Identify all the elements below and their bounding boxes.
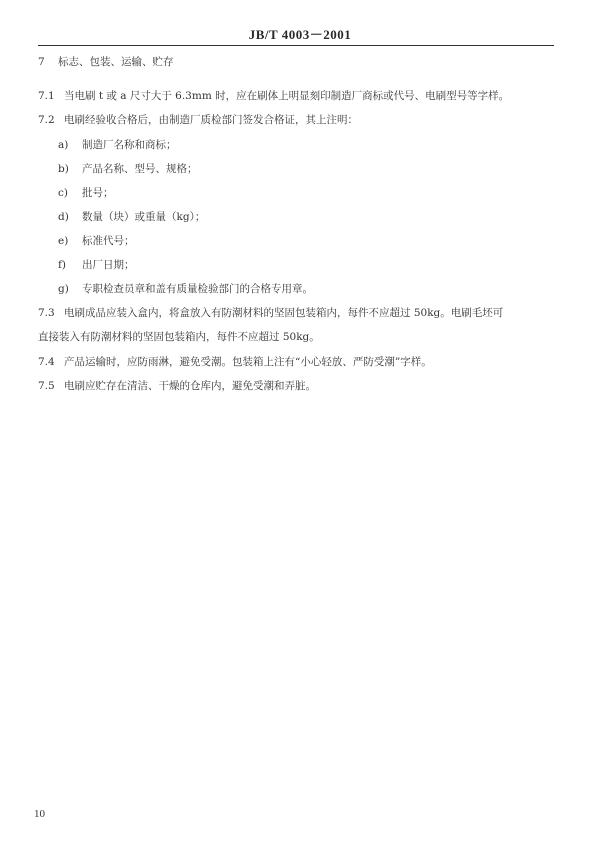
section-title: 标志、包装、运输、贮存 (58, 56, 174, 68)
list-marker: e) (58, 235, 69, 247)
clause-number: 7.5 (38, 380, 55, 392)
list-text: 批号； (82, 187, 114, 199)
page-number: 10 (34, 808, 45, 820)
list-marker: f) (58, 259, 66, 271)
clause-text: 电刷经验收合格后，由制造厂质检部门签发合格证，其上注明： (64, 114, 358, 126)
list-text: 产品名称、型号、规格； (82, 163, 198, 175)
clause-7-5 (38, 379, 316, 393)
list-item (58, 138, 177, 152)
list-item (58, 162, 198, 176)
clause-text: 当电刷 t 或 a 尺寸大于 6.3mm 时，应在刷体上明显刻印制造厂商标或代号、电刷型号等字样。 (64, 90, 510, 102)
clause-text: 产品运输时，应防雨淋，避免受潮。包装箱上注有“小心轻放、严防受潮”字样。 (64, 356, 432, 368)
section-heading (38, 55, 174, 69)
clause-text: 电刷应贮存在清洁、干燥的仓库内，避免受潮和弄脏。 (64, 380, 316, 392)
list-item (58, 282, 313, 296)
list-marker: a) (58, 139, 69, 151)
clause-7-3 (38, 306, 503, 320)
clause-number: 7.1 (38, 90, 55, 102)
clause-text: 电刷成品应装入盒内，将盒放入有防潮材料的坚固包装箱内，每件不应超过 50kg。电刷毛坯可 (64, 307, 504, 319)
clause-7-2 (38, 113, 358, 127)
list-item (58, 234, 135, 248)
section-number: 7 (38, 56, 45, 68)
list-text: 制造厂名称和商标； (82, 139, 177, 151)
clause-number: 7.2 (38, 114, 55, 126)
list-marker: b) (58, 163, 69, 175)
list-marker: c) (58, 187, 68, 199)
header-rule (38, 45, 554, 46)
list-text: 出厂日期； (82, 259, 135, 271)
list-marker: d) (58, 211, 69, 223)
list-marker: g) (58, 283, 69, 295)
list-text: 数量（块）或重量（kg）； (82, 211, 206, 223)
list-text: 标准代号； (82, 235, 135, 247)
list-item (58, 258, 135, 272)
clause-number: 7.4 (38, 356, 55, 368)
clause-7-3-continued (38, 330, 320, 344)
clause-text: 直接装入有防潮材料的坚固包装箱内，每件不应超过 50kg。 (38, 331, 320, 343)
clause-7-4 (38, 355, 432, 369)
list-item (58, 210, 205, 224)
clause-number: 7.3 (38, 307, 55, 319)
list-item (58, 186, 114, 200)
clause-7-1 (38, 89, 509, 103)
list-text: 专职检查员章和盖有质量检验部门的合格专用章。 (82, 283, 313, 295)
document-header: JB/T 4003－2001 (248, 27, 352, 42)
